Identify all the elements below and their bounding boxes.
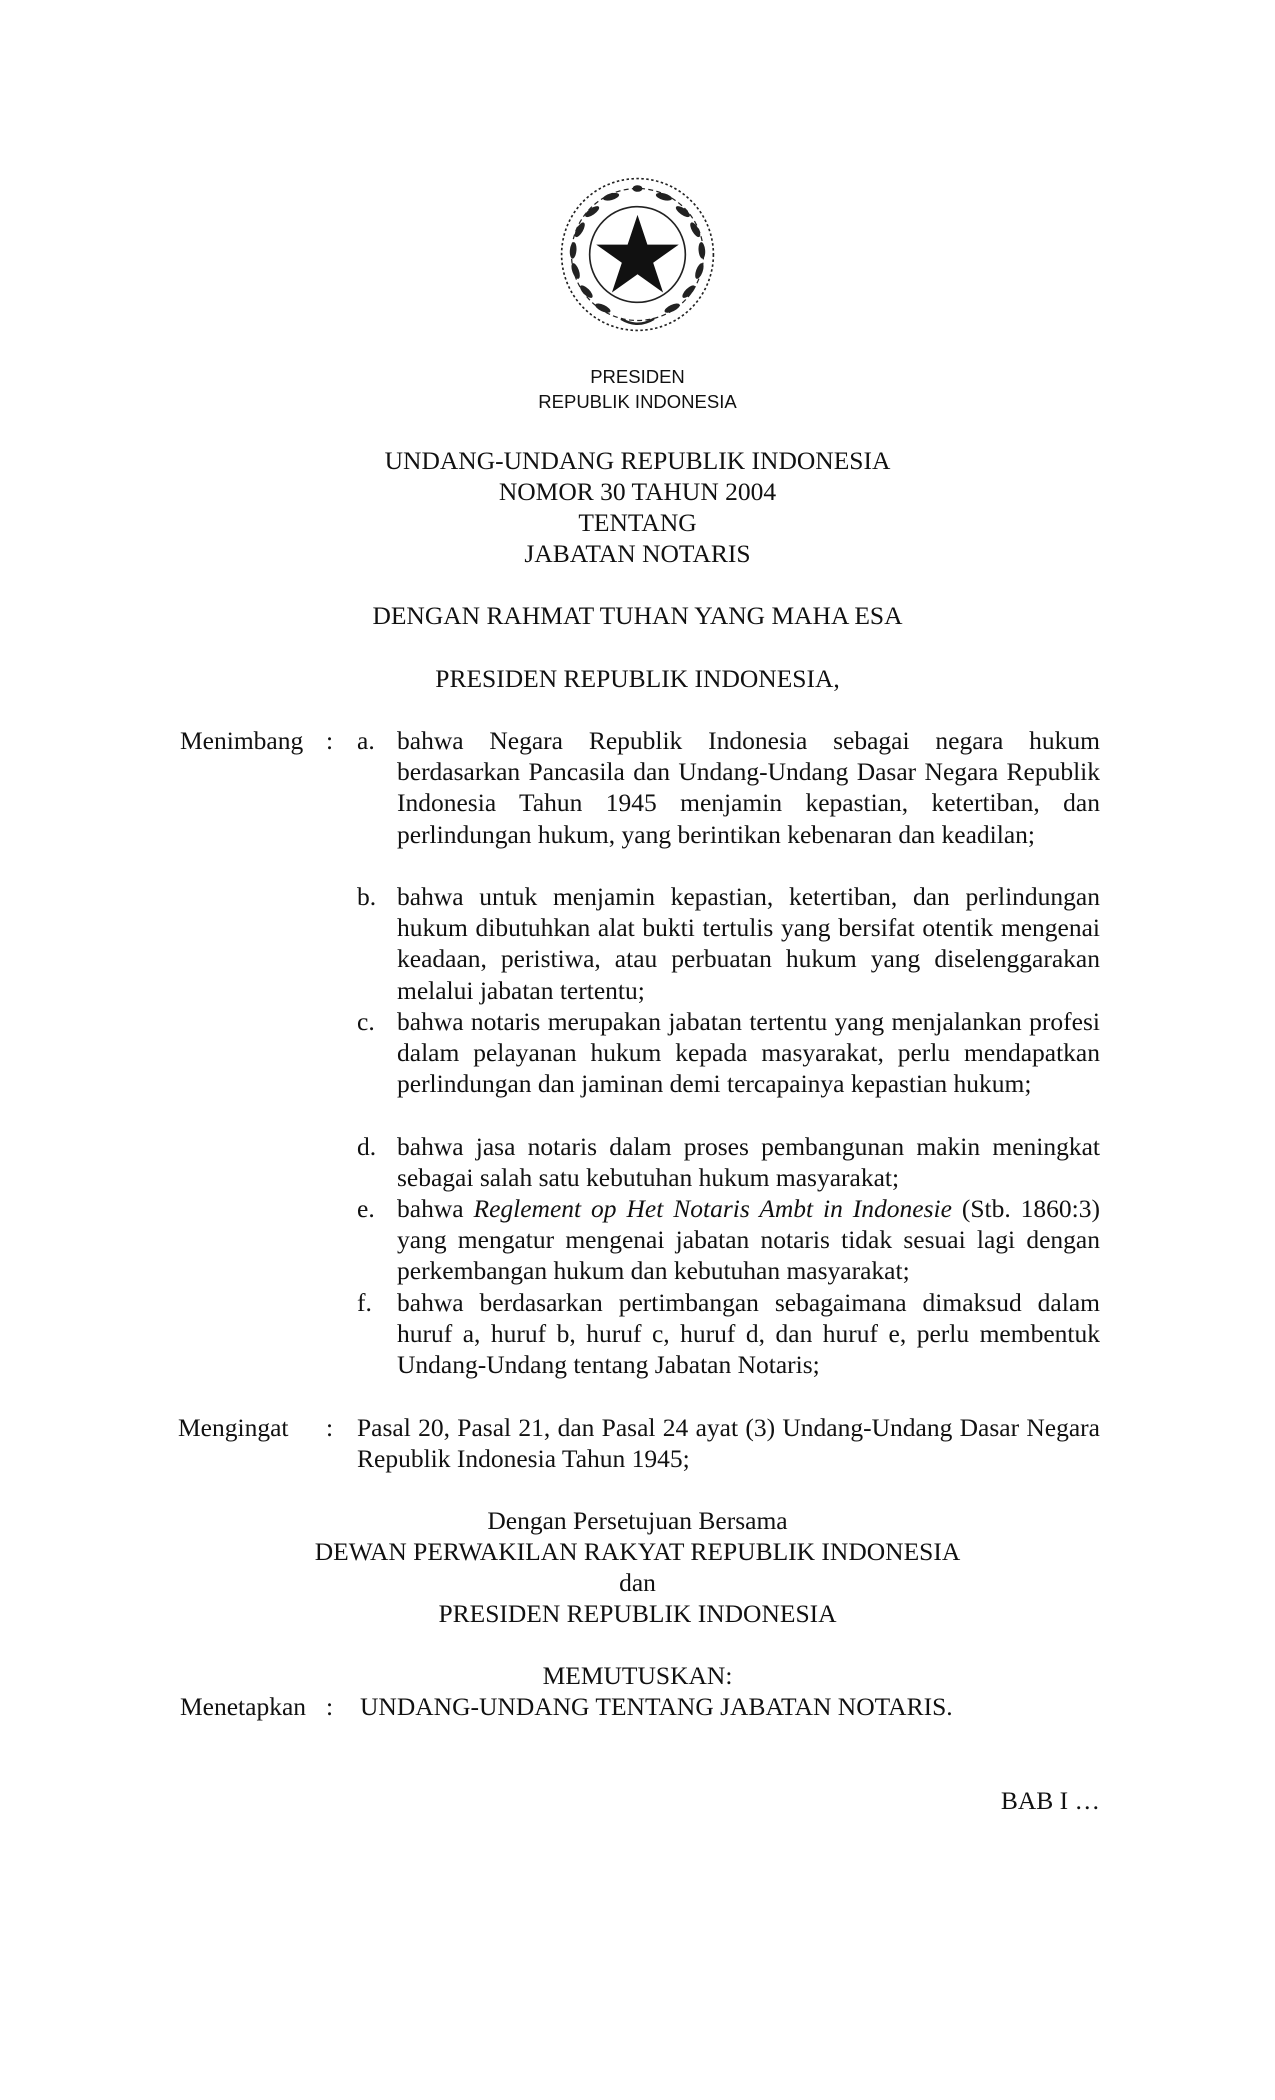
mengingat-text: Pasal 20, Pasal 21, dan Pasal 24 ayat (3) Undang-Undang Dasar Negara Republik Indonesia Tahun 1945; bbox=[357, 1413, 1100, 1474]
menetapkan-colon: : bbox=[326, 1692, 334, 1721]
approval-line-3: dan bbox=[619, 1568, 656, 1597]
menimbang-item-a bbox=[357, 725, 1100, 850]
menimbang-item-c bbox=[357, 1006, 1100, 1100]
item-text bbox=[397, 1193, 1100, 1287]
title-line-1: UNDANG-UNDANG REPUBLIK INDONESIA bbox=[384, 446, 891, 475]
header-republik-indonesia: REPUBLIK INDONESIA bbox=[538, 391, 737, 412]
item-letter: f. bbox=[357, 1288, 372, 1317]
item-text: bahwa untuk menjamin kepastian, ketertiban, dan perlindungan hukum dibutuhkan alat bukti tertulis yang bersifat otentik mengenai keadaan, peristiwa, atau perbuatan hukum yang diselenggarakan melalui jabatan tertentu; bbox=[397, 882, 1100, 1005]
menimbang-item-d bbox=[357, 1131, 1100, 1193]
presidential-emblem bbox=[555, 172, 720, 337]
approval-line-2: DEWAN PERWAKILAN RAKYAT REPUBLIK INDONESIA bbox=[314, 1537, 961, 1566]
issuer: PRESIDEN REPUBLIK INDONESIA, bbox=[435, 664, 840, 693]
title-line-3: TENTANG bbox=[578, 508, 697, 537]
item-text-pre: bahwa bbox=[397, 1194, 474, 1223]
title-line-2: NOMOR 30 TAHUN 2004 bbox=[498, 477, 777, 506]
menetapkan-label: Menetapkan bbox=[180, 1692, 307, 1721]
item-text: bahwa jasa notaris dalam proses pembangunan makin meningkat sebagai salah satu kebutuhan hukum masyarakat; bbox=[397, 1132, 1100, 1193]
title-line-4: JABATAN NOTARIS bbox=[524, 539, 751, 568]
item-letter: b. bbox=[357, 882, 377, 911]
approval-line-4: PRESIDEN REPUBLIK INDONESIA bbox=[438, 1599, 837, 1628]
item-text: bahwa notaris merupakan jabatan tertentu yang menjalankan profesi dalam pelayanan hukum kepada masyarakat, perlu mendapatkan perlindungan dan jaminan demi tercapainya kepastian hukum; bbox=[397, 1007, 1100, 1099]
header-presiden: PRESIDEN bbox=[590, 366, 685, 387]
item-text-post: (Stb. 1860:3) yang mengatur mengenai jabatan notaris tidak sesuai lagi dengan perkembangan hukum dan kebutuhan masyarakat; bbox=[397, 1194, 1101, 1286]
item-text: bahwa berdasarkan pertimbangan sebagaimana dimaksud dalam huruf a, huruf b, huruf c, huruf d, dan huruf e, perlu membentuk Undang-Undang tentang Jabatan Notaris; bbox=[397, 1288, 1100, 1380]
item-text: bahwa Negara Republik Indonesia sebagai negara hukum berdasarkan Pancasila dan Undang-Undang Dasar Negara Republik Indonesia Tahun 1945 menjamin kepastian, ketertiban, dan perlindungan hukum, yang berintikan kebenaran dan keadilan; bbox=[397, 726, 1100, 849]
mengingat-colon: : bbox=[326, 1413, 334, 1442]
menimbang-colon: : bbox=[326, 726, 334, 755]
item-letter: d. bbox=[357, 1132, 377, 1161]
mengingat-label: Mengingat bbox=[178, 1413, 289, 1442]
menimbang-item-f bbox=[357, 1287, 1100, 1381]
menetapkan-text: UNDANG-UNDANG TENTANG JABATAN NOTARIS. bbox=[360, 1692, 953, 1721]
page-continuation: BAB I … bbox=[1000, 1786, 1100, 1815]
star-wreath-icon bbox=[555, 172, 720, 337]
menimbang-item-b bbox=[357, 881, 1100, 1006]
item-text-italic: Reglement op Het Notaris Ambt in Indonesie bbox=[473, 1194, 952, 1223]
item-letter: e. bbox=[357, 1194, 375, 1223]
decision-heading: MEMUTUSKAN: bbox=[542, 1661, 733, 1690]
item-letter: c. bbox=[357, 1007, 375, 1036]
invocation: DENGAN RAHMAT TUHAN YANG MAHA ESA bbox=[372, 601, 903, 630]
approval-line-1: Dengan Persetujuan Bersama bbox=[487, 1506, 788, 1535]
menimbang-label: Menimbang bbox=[180, 726, 304, 755]
menimbang-item-e bbox=[357, 1193, 1100, 1287]
item-letter: a. bbox=[357, 726, 375, 755]
